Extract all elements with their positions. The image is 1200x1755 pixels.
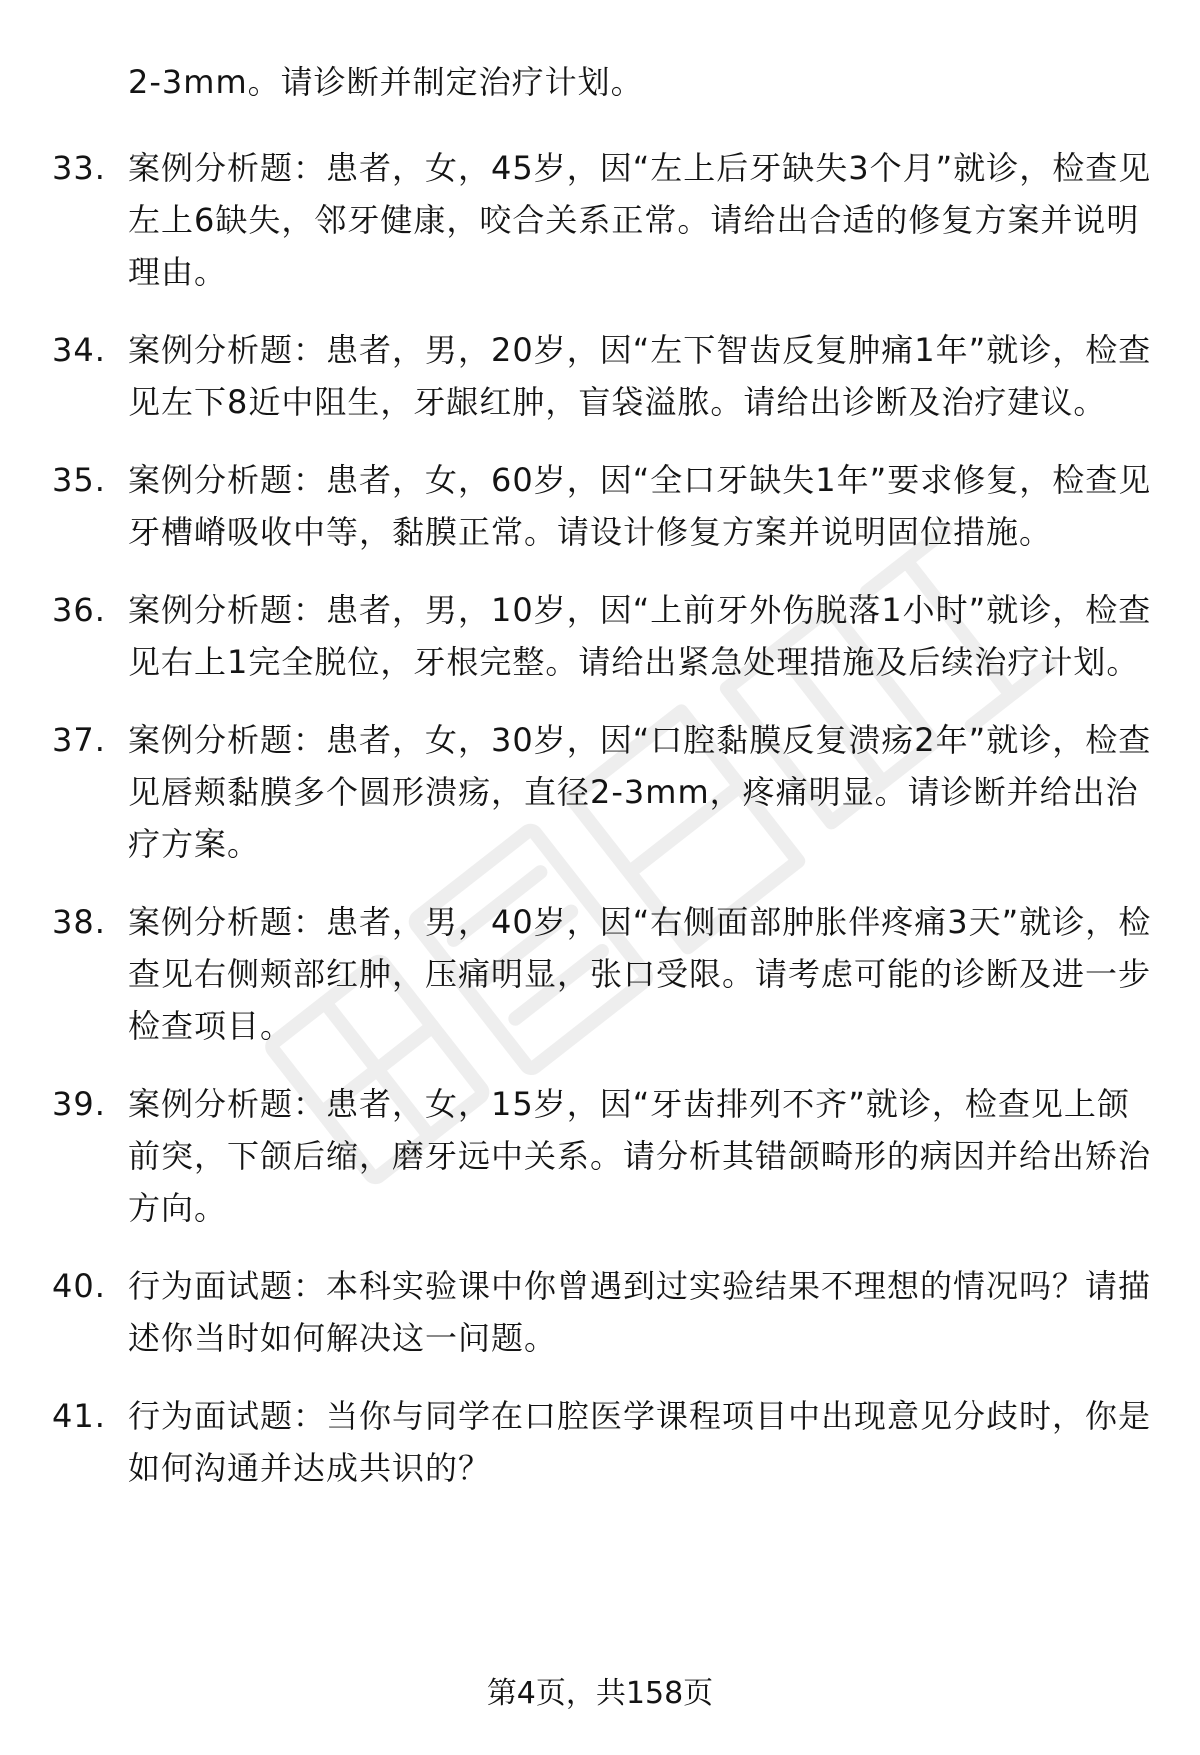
question-text: 案例分析题：患者，女，15岁，因“牙齿排列不齐”就诊，检查见上颌前突，下颌后缩，磨牙远中关系。请分析其错颌畸形的病因并给出矫治方向。 [128,1085,1152,1227]
question-text: 案例分析题：患者，女，30岁，因“口腔黏膜反复溃疡2年”就诊，检查见唇颊黏膜多个圆形溃疡，直径2-3mm，疼痛明显。请诊断并给出治疗方案。 [128,721,1152,863]
question-number: 38. [52,903,106,941]
page-footer [0,1672,1200,1716]
question-text: 案例分析题：患者，男，40岁，因“右侧面部肿胀伴疼痛3天”就诊，检查见右侧颊部红肿，压痛明显，张口受限。请考虑可能的诊断及进一步检查项目。 [128,903,1152,1045]
question-item-35 [0,454,1160,558]
question-item-33 [0,142,1160,298]
question-text: 行为面试题：本科实验课中你曾遇到过实验结果不理想的情况吗？请描述你当时如何解决这一问题。 [128,1267,1152,1357]
question-item-39 [0,1078,1160,1234]
question-number: 40. [52,1267,106,1305]
question-text: 案例分析题：患者，男，20岁，因“左下智齿反复肿痛1年”就诊，检查见左下8近中阻生，牙龈红肿，盲袋溢脓。请给出诊断及治疗建议。 [128,331,1152,421]
question-number: 35. [52,461,106,499]
question-number: 34. [52,331,106,369]
question-item-38 [0,896,1160,1052]
page-number-label: 第4页，共158页 [486,1676,714,1711]
continuation-text: 2-3mm。请诊断并制定治疗计划。 [128,63,644,101]
question-item-34 [0,324,1160,428]
question-number: 37. [52,721,106,759]
question-number: 41. [52,1397,106,1435]
question-number: 36. [52,591,106,629]
question-text: 行为面试题：当你与同学在口腔医学课程项目中出现意见分歧时，你是如何沟通并达成共识的？ [128,1397,1152,1487]
question-list [0,142,1200,1520]
question-text: 案例分析题：患者，女，60岁，因“全口牙缺失1年”要求修复，检查见牙槽嵴吸收中等，黏膜正常。请设计修复方案并说明固位措施。 [128,461,1152,551]
question-item-37 [0,714,1160,870]
question-text: 案例分析题：患者，女，45岁，因“左上后牙缺失3个月”就诊，检查见左上6缺失，邻牙健康，咬合关系正常。请给出合适的修复方案并说明理由。 [128,149,1152,291]
question-number: 33. [52,149,106,187]
question-text: 案例分析题：患者，男，10岁，因“上前牙外伤脱落1小时”就诊，检查见右上1完全脱位，牙根完整。请给出紧急处理措施及后续治疗计划。 [128,591,1152,681]
question-item-36 [0,584,1160,688]
question-item-41 [0,1390,1160,1494]
question-number: 39. [52,1085,106,1123]
question-item-40 [0,1260,1160,1364]
